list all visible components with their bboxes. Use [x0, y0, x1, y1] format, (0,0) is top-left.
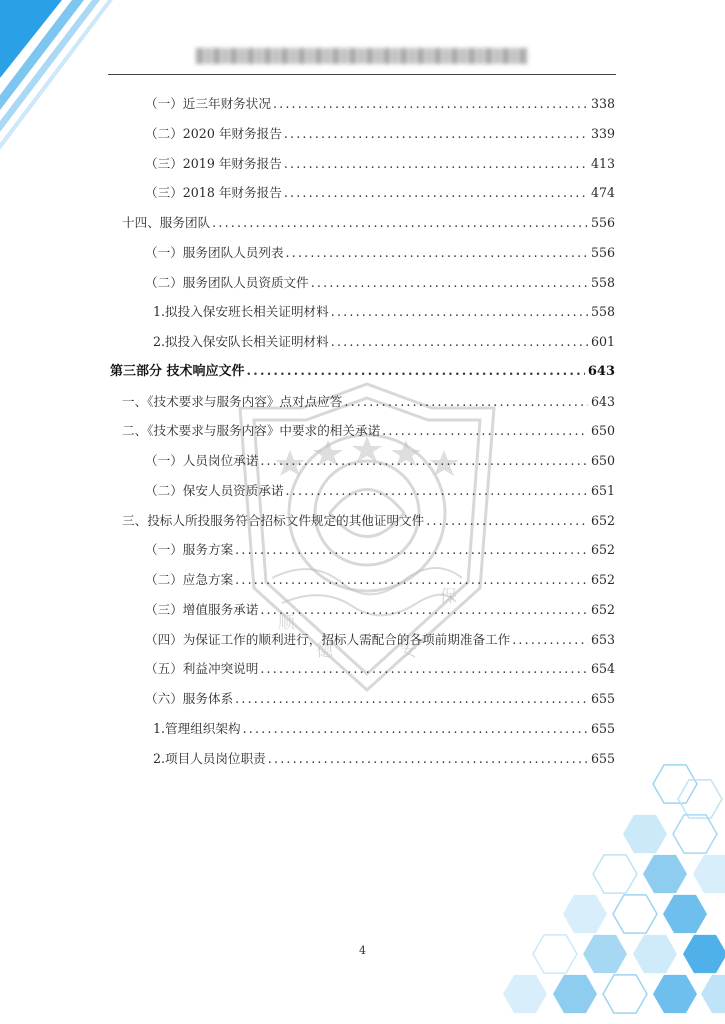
toc-dot-leader — [243, 714, 588, 743]
toc-entry-title: （一）近三年财务状况 — [145, 96, 271, 111]
toc-entry-title: 1.管理组织架构 — [153, 720, 241, 736]
toc-entry[interactable] — [145, 625, 615, 654]
toc-entry-title: （一）人员岗位承诺 — [145, 453, 259, 468]
toc-entry-page: 601 — [590, 334, 615, 349]
toc-entry-page: 643 — [590, 393, 615, 409]
toc-dot-leader — [235, 684, 588, 713]
toc-entry-page: 655 — [590, 750, 615, 766]
toc-dot-leader — [286, 238, 588, 267]
toc-entry[interactable] — [145, 684, 615, 713]
toc-entry-page: 643 — [587, 363, 615, 379]
toc-entry-title: 三、投标人所投服务符合招标文件规定的其他证明文件 — [122, 512, 425, 528]
page-number: 4 — [359, 944, 366, 957]
toc-entry[interactable] — [122, 416, 615, 445]
toc-entry-page: 654 — [590, 661, 615, 677]
toc-entry[interactable] — [145, 268, 615, 297]
header-rule — [108, 74, 616, 75]
toc-entry[interactable] — [145, 654, 615, 683]
toc-entry-title: （三）2018 年财务报告 — [145, 185, 282, 201]
toc-entry-title: 十四、服务团队 — [122, 215, 211, 230]
toc-dot-leader — [284, 178, 588, 207]
toc-entry-page: 652 — [590, 572, 615, 587]
toc-entry-title: （三）2019 年财务报告 — [145, 155, 282, 171]
toc-entry[interactable] — [145, 476, 615, 505]
toc-entry[interactable] — [145, 565, 615, 594]
toc-dot-leader — [247, 357, 585, 386]
toc-dot-leader — [331, 297, 588, 326]
toc-entry-page: 652 — [590, 601, 615, 617]
toc-dot-leader — [382, 416, 588, 445]
toc-entry[interactable] — [145, 535, 615, 564]
document-header-text — [196, 48, 528, 64]
toc-dot-leader — [284, 149, 588, 178]
hexagon-shape — [678, 780, 722, 818]
toc-entry-title: （一）服务团队人员列表 — [145, 244, 284, 260]
hexagon-pattern-decoration — [495, 764, 725, 1024]
toc-dot-leader — [284, 119, 588, 148]
toc-entry-title: （二）保安人员资质承诺 — [145, 482, 284, 498]
toc-entry-page: 413 — [590, 155, 615, 171]
toc-entry-title: （一）服务方案 — [145, 542, 234, 558]
toc-entry-title: （二）服务团队人员资质文件 — [145, 274, 309, 290]
hexagon-shape — [701, 975, 725, 1013]
toc-dot-leader — [235, 565, 588, 594]
toc-dot-leader — [311, 268, 588, 297]
watermark-char-1: 顺 — [278, 613, 295, 633]
hexagon-shape — [693, 855, 725, 893]
toc-entry-page: 556 — [590, 244, 615, 260]
toc-entry[interactable] — [122, 506, 615, 535]
toc-dot-leader — [512, 625, 588, 654]
watermark-char-4: 安 — [400, 641, 417, 661]
toc-entry[interactable] — [153, 297, 615, 326]
hexagon-shape — [653, 975, 697, 1013]
toc-entry-title: （二）应急方案 — [145, 572, 234, 587]
hexagon-shape — [673, 815, 717, 853]
toc-entry-title: （二）2020 年财务报告 — [145, 125, 282, 141]
toc-entry-page: 558 — [590, 304, 615, 320]
toc-dot-leader — [331, 327, 588, 356]
hexagon-shape — [663, 895, 707, 933]
toc-entry-page: 556 — [590, 215, 615, 230]
hexagon-shape — [593, 855, 637, 893]
toc-entry[interactable] — [122, 208, 615, 237]
toc-entry-page: 338 — [590, 96, 615, 111]
toc-entry-title: （四）为保证工作的顺利进行，招标人需配合的各项前期准备工作 — [145, 631, 511, 647]
toc-entry-page: 651 — [590, 482, 615, 498]
toc-entry[interactable] — [145, 446, 615, 475]
toc-entry-page: 652 — [590, 512, 615, 528]
toc-entry[interactable] — [153, 714, 615, 743]
toc-entry-title: 第三部分 技术响应文件 — [110, 363, 245, 379]
toc-entry-page: 653 — [590, 631, 615, 647]
toc-entry[interactable] — [122, 387, 615, 416]
toc-entry-page: 655 — [590, 720, 615, 736]
hexagon-shape — [623, 815, 667, 853]
corner-stripe-decoration — [0, 0, 130, 170]
toc-dot-leader — [260, 446, 588, 475]
toc-entry[interactable] — [145, 149, 615, 178]
toc-dot-leader — [426, 506, 588, 535]
toc-entry-page: 474 — [590, 185, 615, 201]
toc-entry[interactable] — [145, 119, 615, 148]
hexagon-shape — [553, 975, 597, 1013]
toc-entry-page: 650 — [590, 423, 615, 439]
toc-dot-leader — [260, 595, 588, 624]
toc-entry-title: （五）利益冲突说明 — [145, 661, 259, 677]
toc-dot-leader — [212, 208, 588, 237]
watermark-char-2: 德 — [316, 641, 333, 661]
toc-entry[interactable] — [145, 595, 615, 624]
toc-entry-title: 二、《技术要求与服务内容》中要求的相关承诺 — [122, 423, 381, 439]
hexagon-shape — [653, 765, 697, 803]
toc-entry-page: 339 — [590, 125, 615, 141]
toc-entry-page: 652 — [590, 542, 615, 558]
toc-dot-leader — [286, 476, 588, 505]
toc-entry-title: 2.拟投入保安队长相关证明材料 — [153, 334, 329, 349]
toc-entry[interactable] — [145, 89, 615, 118]
toc-entry[interactable] — [145, 178, 615, 207]
toc-dot-leader — [260, 654, 588, 683]
toc-entry-page: 650 — [590, 453, 615, 468]
toc-entry-title: 2.项目人员岗位职责 — [153, 750, 266, 766]
toc-entry-page: 655 — [590, 691, 615, 706]
toc-entry[interactable] — [145, 238, 615, 267]
watermark-char-3: 保 — [440, 587, 457, 607]
toc-dot-leader — [273, 89, 588, 118]
toc-entry[interactable] — [110, 357, 615, 386]
hexagon-shape — [643, 855, 687, 893]
toc-dot-leader — [235, 535, 588, 564]
hexagon-shape — [613, 895, 657, 933]
toc-entry-title: （六）服务体系 — [145, 691, 234, 706]
toc-entry[interactable] — [153, 327, 615, 356]
toc-entry-title: 1.拟投入保安班长相关证明材料 — [153, 304, 329, 320]
toc-dot-leader — [344, 387, 588, 416]
hexagon-shape — [503, 975, 547, 1013]
toc-entry-title: 一、《技术要求与服务内容》点对点应答 — [122, 393, 343, 409]
toc-entry-page: 558 — [590, 274, 615, 290]
hexagon-shape — [603, 975, 647, 1013]
hexagon-shape — [563, 895, 607, 933]
toc-entry-title: （三）增值服务承诺 — [145, 601, 259, 617]
